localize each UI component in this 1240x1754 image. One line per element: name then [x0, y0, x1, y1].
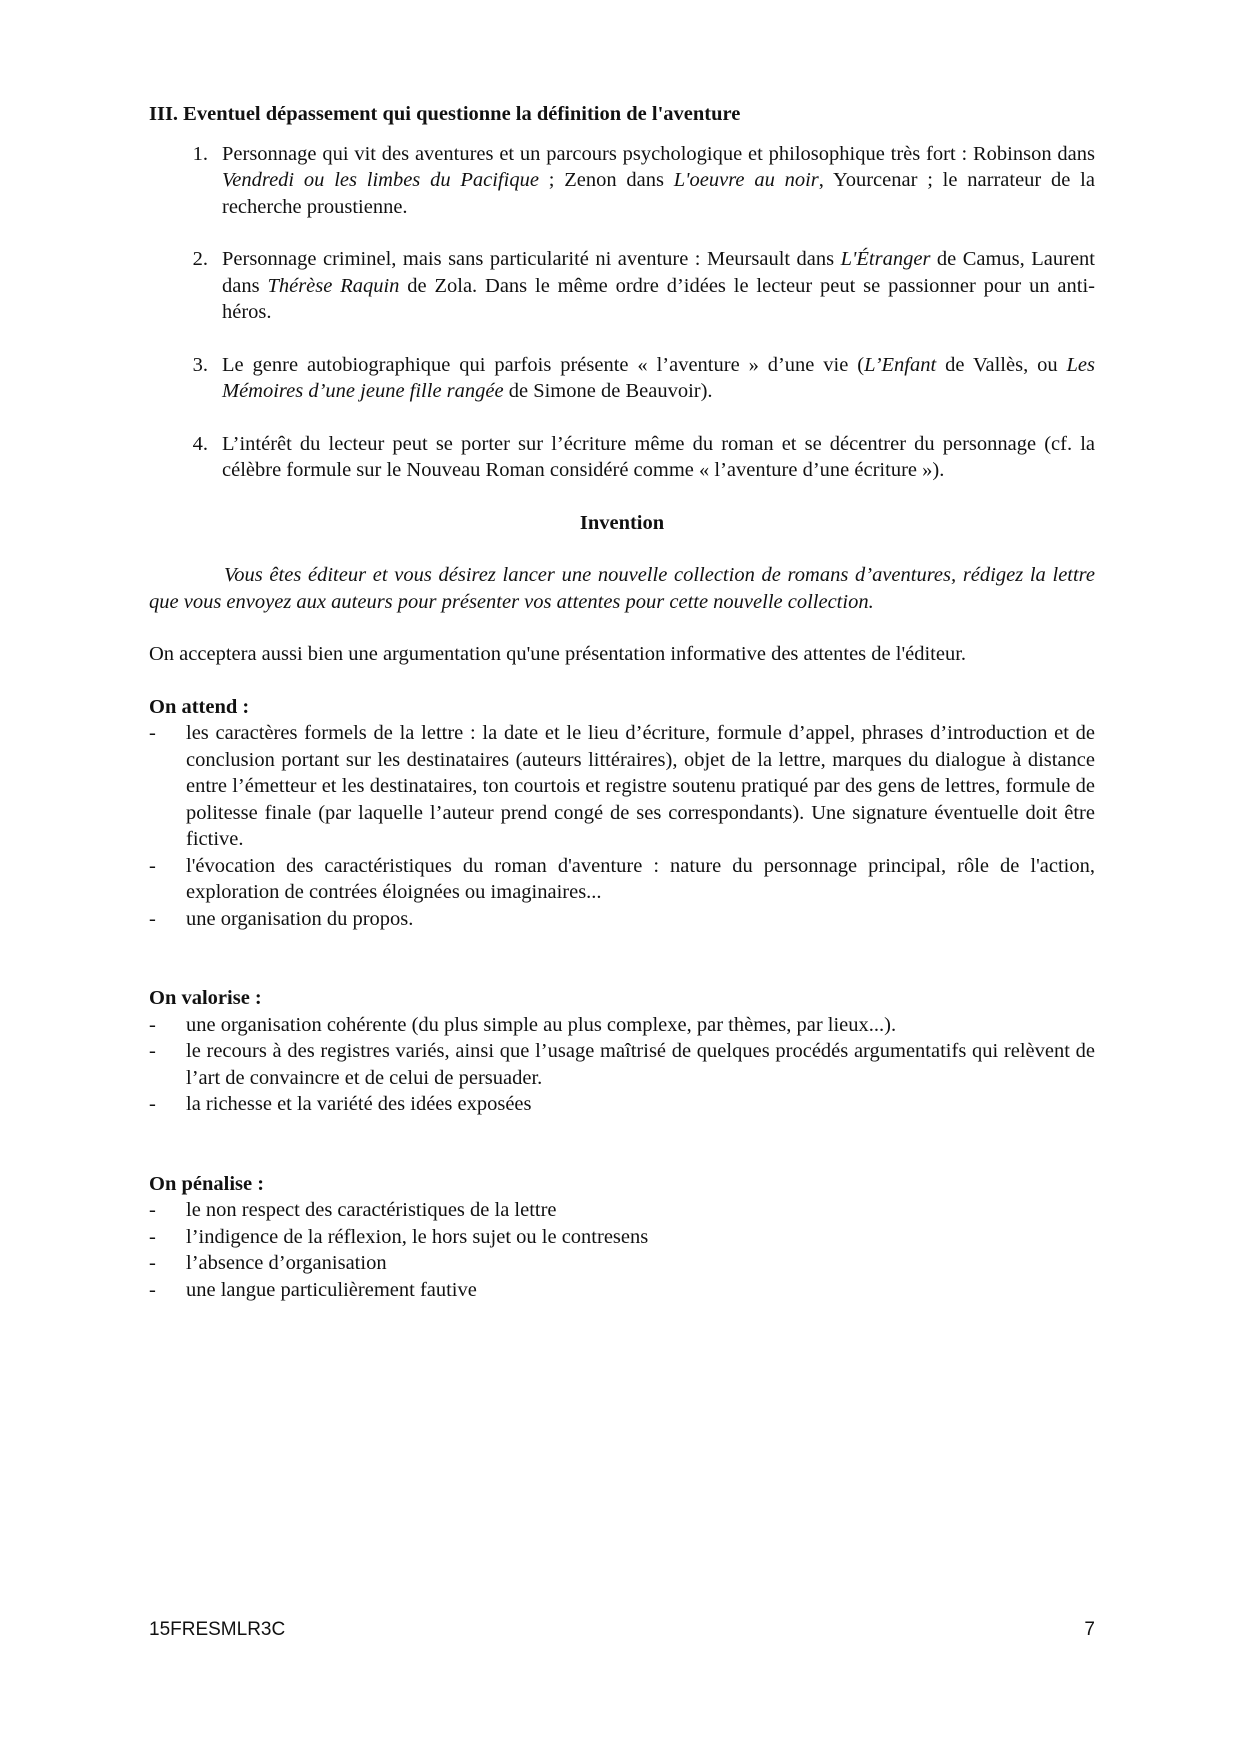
bullet-text: le non respect des caractéristiques de la lettre — [186, 1199, 557, 1221]
bullet-item — [149, 1012, 1095, 1039]
dash-bullet: - — [149, 854, 156, 877]
invention-note: On acceptera aussi bien une argumentation qu'une présentation informative des attentes de l'éditeur. — [149, 643, 967, 665]
bullet-text: le recours à des registres variés, ainsi que l’usage maîtrisé de quelques procédés argumentatifs qui relèvent de l’art de convaincre et de celui de persuader. — [186, 1040, 1095, 1089]
text-segment: , Yourcenar ; le narrateur de la recherche proustienne. — [222, 169, 1095, 218]
text-segment: Personnage qui vit des aventures et un parcours psychologique et philosophique très fort : Robinson dans — [222, 142, 1095, 165]
italic-title: Thérèse Raquin — [267, 274, 400, 297]
item-text — [222, 141, 1095, 221]
dash-bullet: - — [149, 1252, 156, 1274]
bullet-text: l’indigence de la réflexion, le hors sujet ou le contresens — [186, 1225, 649, 1248]
bullet-item — [149, 853, 1095, 906]
dash-bullet: - — [149, 1040, 156, 1062]
numbered-item — [149, 431, 1095, 484]
on-attend-section — [149, 694, 1095, 933]
text-segment: Le genre autobiographique qui parfois présente « l’aventure » d’une vie ( — [222, 353, 865, 376]
on-attend-list — [149, 720, 1095, 932]
on-penalise-section — [149, 1171, 1095, 1304]
text-segment: Personnage criminel, mais sans particularité ni aventure : Meursault dans — [222, 248, 841, 270]
bullet-text: l’absence d’organisation — [186, 1252, 387, 1274]
invention-title: Invention — [579, 511, 665, 534]
bullet-item — [149, 720, 1095, 853]
text-segment: L’intérêt du lecteur peut se porter sur l’écriture même du roman et se décentrer du personnage (cf. la célèbre formule sur le Nouveau Roman considéré comme « l’aventure d’une écriture »). — [222, 432, 1095, 481]
bullet-item — [149, 1277, 1095, 1304]
item-text — [222, 246, 1095, 326]
numbered-item — [149, 246, 1095, 326]
italic-title: Les Mémoires d’une jeune fille rangée — [222, 353, 1095, 402]
on-valorise-list — [149, 1012, 1095, 1118]
page-number: 7 — [1084, 1619, 1095, 1640]
italic-title: Vendredi ou les limbes du Pacifique — [222, 169, 539, 191]
bullet-text: une langue particulièrement fautive — [186, 1278, 477, 1301]
dash-bullet: - — [149, 1225, 156, 1248]
text-segment: de Vallès, ou — [936, 353, 1067, 376]
item-number: 3. — [192, 353, 208, 376]
on-penalise-title: On pénalise : — [149, 1172, 265, 1195]
text-segment: de Simone de Beauvoir). — [503, 380, 713, 402]
bullet-text: une organisation du propos. — [186, 907, 414, 930]
bullet-item — [149, 1250, 1095, 1277]
on-attend-title: On attend : — [149, 695, 250, 718]
text-segment: ; Zenon dans — [538, 169, 674, 191]
italic-title: L'Étranger — [840, 248, 931, 270]
page-content — [149, 101, 1095, 1303]
invention-prompt: Vous êtes éditeur et vous désirez lancer une nouvelle collection de romans d’aventures, rédigez la lettre que vous envoyez aux auteurs pour présenter vos attentes pour cette nouvelle collection. — [149, 564, 1095, 613]
on-valorise-title: On valorise : — [149, 987, 262, 1009]
item-text — [222, 352, 1095, 405]
dash-bullet: - — [149, 907, 156, 930]
on-valorise-section — [149, 985, 1095, 1118]
section-3-list — [149, 141, 1095, 484]
numbered-item — [149, 141, 1095, 221]
item-number: 4. — [192, 432, 208, 455]
item-text — [222, 431, 1095, 484]
bullet-item — [149, 1224, 1095, 1251]
numbered-item — [149, 352, 1095, 405]
page-footer — [149, 1617, 1095, 1644]
bullet-text: les caractères formels de la lettre : la date et le lieu d’écriture, formule d’appel, phrases d’introduction et de conclusion portant sur les destinataires (auteurs littéraires), objet de la lettre, marques du dialogue à distance entre l’émetteur et les destinataires, ton courtois et registre soutenu pratiqué par des gens de lettres, formule de politesse finale (par laquelle l’auteur prend congé de ses correspondants). Une signature éventuelle doit être fictive. — [186, 722, 1095, 850]
bullet-text: la richesse et la variété des idées exposées — [186, 1093, 532, 1115]
dash-bullet: - — [149, 722, 156, 744]
document-code: 15FRESMLR3C — [149, 1619, 286, 1640]
bullet-item — [149, 906, 1095, 933]
bullet-text: l'évocation des caractéristiques du roman d'aventure : nature du personnage principal, rôle de l'action, exploration de contrées éloignées ou imaginaires... — [186, 854, 1095, 903]
item-number: 2. — [192, 248, 208, 270]
dash-bullet: - — [149, 1093, 156, 1115]
bullet-item — [149, 1197, 1095, 1224]
on-penalise-list — [149, 1197, 1095, 1303]
italic-title: L’Enfant — [864, 353, 937, 376]
dash-bullet: - — [149, 1199, 156, 1221]
item-number: 1. — [192, 142, 208, 165]
bullet-item — [149, 1091, 1095, 1118]
dash-bullet: - — [149, 1013, 156, 1036]
section-3-title: III. Eventuel dépassement qui questionne la définition de l'aventure — [149, 103, 741, 125]
italic-title: L'oeuvre au noir — [673, 169, 819, 191]
bullet-text: une organisation cohérente (du plus simple au plus complexe, par thèmes, par lieux...). — [186, 1013, 897, 1036]
bullet-item — [149, 1038, 1095, 1091]
dash-bullet: - — [149, 1278, 156, 1301]
text-segment: de Camus, Laurent dans — [222, 248, 1095, 297]
text-segment: de Zola. Dans le même ordre d’idées le lecteur peut se passionner pour un anti-héros. — [222, 274, 1095, 323]
